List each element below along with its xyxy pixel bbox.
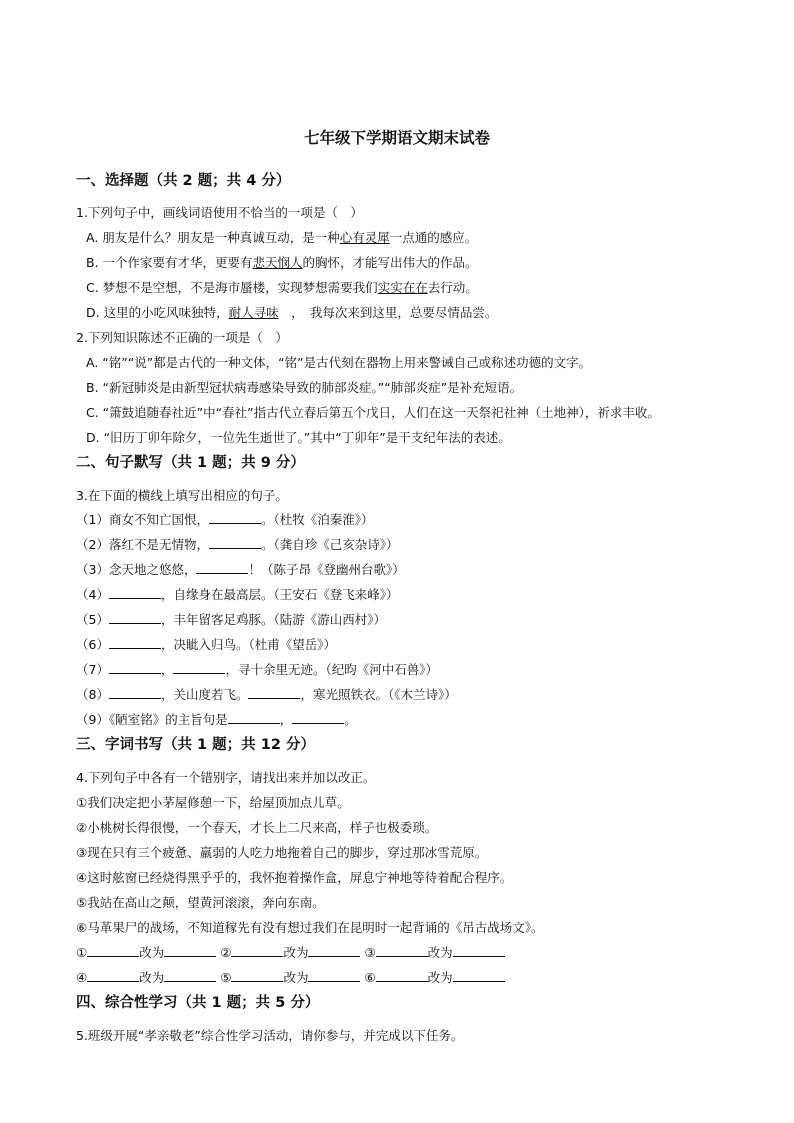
q2-option-b: B. “新冠肺炎是由新型冠状病毒感染导致的肺部炎症。”“肺部炎症”是补充短语。: [86, 380, 523, 395]
section-heading-3: 三、字词书写（共 1 题；共 12 分）: [76, 737, 315, 753]
q3-line-6-number: （6）: [76, 637, 109, 652]
q1-option-a: [86, 228, 477, 246]
q3-line-2-source: 。（龚自珍《己亥杂诗》）: [260, 537, 399, 552]
q3-line-3: [76, 560, 405, 578]
q1-option-d-underlined: 耐人寻味: [228, 305, 279, 320]
q3-line-8-text: ，关山度若飞。: [160, 687, 249, 702]
q2-option-a: A. “铭”“说”都是古代的一种文体，“铭”是古代刻在器物上用来警诫自己或称述功德的文字。: [86, 355, 592, 370]
q1-option-d: [86, 303, 497, 321]
q3-line-4: [76, 585, 398, 603]
answer-blank[interactable]: [209, 511, 261, 524]
answer-blank[interactable]: [87, 969, 139, 982]
q4-sentence-5: ⑤我站在高山之颠，望黄河滚滚，奔向东南。: [76, 895, 325, 910]
page-title: 七年级下学期语文期末试卷: [303, 129, 490, 147]
section-heading-1: 一、选择题（共 2 题；共 4 分）: [76, 173, 291, 189]
q3-line-4-number: （4）: [76, 587, 109, 602]
q3-line-7-number: （7）: [76, 662, 109, 677]
answer-blank[interactable]: [109, 661, 161, 674]
q3-stem: 3.在下面的横线上填写出相应的句子。: [76, 488, 288, 503]
change-to-label: 改为: [139, 970, 165, 985]
q3-line-1-text: （1）商女不知亡国恨，: [76, 512, 209, 527]
answer-blank[interactable]: [109, 686, 161, 699]
q3-line-3-text: （3）念天地之悠悠，: [76, 562, 197, 577]
q1-option-c: [86, 278, 478, 296]
answer-blank[interactable]: [231, 969, 283, 982]
answer-blank[interactable]: [231, 944, 283, 957]
q4-answer-row-2: [76, 968, 505, 986]
answer-blank[interactable]: [376, 969, 428, 982]
q3-line-5-text: ，丰年留客足鸡豚。（陆游《游山西村》）: [160, 612, 386, 627]
q4-sentence-4: ④这时舷窗已经烧得黑乎乎的，我怀抱着操作盒，屏息宁神地等待着配合程序。: [76, 870, 513, 885]
change-to-label: 改为: [427, 945, 453, 960]
q5-stem: 5.班级开展“孝亲敬老”综合性学习活动，请你参与，并完成以下任务。: [76, 1028, 464, 1043]
q3-line-9-comma: ，: [279, 712, 293, 727]
q1-option-a-text: A. 朋友是什么？朋友是一种真诚互动，是一种: [86, 230, 340, 245]
answer-blank[interactable]: [308, 944, 360, 957]
answer-blank[interactable]: [87, 944, 139, 957]
q2-option-d: D. “旧历丁卯年除夕，一位先生逝世了。”其中“丁卯年”是干支纪年法的表述。: [86, 430, 511, 445]
q3-line-8-number: （8）: [76, 687, 109, 702]
q2-option-c: C. “箫鼓追随春社近”中“春社”指古代立春后第五个戊日，人们在这一天祭祀社神（土地神），祈求丰收。: [86, 405, 660, 420]
answer-blank[interactable]: [164, 944, 216, 957]
answer-blank[interactable]: [453, 944, 505, 957]
change-to-label: 改为: [139, 945, 165, 960]
q4-stem: 4.下列句子中各有一个错别字，请找出来并加以改正。: [76, 770, 376, 785]
answer-number: ④: [76, 970, 88, 985]
answer-number: ⑥: [364, 970, 376, 985]
q3-line-8: [76, 685, 457, 703]
q3-line-9-text: （9）《陋室铭》的主旨句是: [76, 712, 228, 727]
q1-option-b-text: B. 一个作家要有才华，更要有: [86, 255, 253, 270]
answer-blank[interactable]: [109, 636, 161, 649]
change-to-label: 改为: [283, 970, 309, 985]
answer-blank[interactable]: [109, 586, 161, 599]
q3-line-8-source: ，寒光照铁衣。（《木兰诗》）: [300, 687, 457, 702]
q1-option-a-underlined: 心有灵犀: [339, 230, 390, 245]
q1-option-b: [86, 253, 478, 271]
change-to-label: 改为: [283, 945, 309, 960]
section-heading-4: 四、综合性学习（共 1 题；共 5 分）: [76, 995, 320, 1011]
q3-line-6-text: ，决眦入归鸟。（杜甫《望岳》）: [160, 637, 336, 652]
q1-option-d-text-end: ， 我每次来到这里，总要尽情品尝。: [278, 305, 498, 320]
q3-line-3-source: ！（陈子昂《登幽州台歌》）: [248, 562, 405, 577]
q3-line-7-comma: ，: [160, 662, 174, 677]
q3-line-2-text: （2）落红不是无情物，: [76, 537, 209, 552]
q3-line-9: [76, 710, 357, 728]
answer-blank[interactable]: [453, 969, 505, 982]
q3-line-1: [76, 510, 373, 528]
q4-sentence-3: ③现在只有三个疲惫、羸弱的人吃力地拖着自己的脚步，穿过那冰雪荒原。: [76, 845, 488, 860]
section-heading-2: 二、句子默写（共 1 题；共 9 分）: [76, 455, 305, 471]
q3-line-7: [76, 660, 438, 678]
answer-number: ①: [76, 945, 88, 960]
q1-option-d-text: D. 这里的小吃风味独特，: [86, 305, 229, 320]
answer-blank[interactable]: [308, 969, 360, 982]
answer-blank[interactable]: [173, 661, 225, 674]
q1-option-b-underlined: 悲天悯人: [252, 255, 303, 270]
q1-option-b-text-end: 的胸怀，才能写出伟大的作品。: [302, 255, 478, 270]
answer-blank[interactable]: [376, 944, 428, 957]
answer-blank[interactable]: [164, 969, 216, 982]
q4-sentence-6: ⑥马革果尸的战场，不知道稼先有没有想过我们在昆明时一起背诵的《吊古战场文》。: [76, 920, 544, 935]
q4-sentence-2: ②小桃树长得很慢，一个春天，才长上二尺来高，样子也极委琐。: [76, 820, 438, 835]
q3-line-4-text: ，自缘身在最高层。（王安石《登飞来峰》）: [160, 587, 399, 602]
q4-answer-row-1: [76, 943, 505, 961]
q3-line-9-period: 。: [344, 712, 357, 727]
answer-blank[interactable]: [109, 611, 161, 624]
change-to-label: 改为: [427, 970, 453, 985]
answer-number: ②: [220, 945, 232, 960]
answer-number: ③: [364, 945, 376, 960]
q1-stem: 1.下列句子中，画线词语使用不恰当的一项是（ ）: [76, 205, 363, 220]
q3-line-1-source: 。（杜牧《泊秦淮》）: [260, 512, 374, 527]
q3-line-2: [76, 535, 398, 553]
answer-blank[interactable]: [248, 686, 300, 699]
answer-blank[interactable]: [292, 711, 344, 724]
q4-sentence-1: ①我们决定把小茅屋修憩一下，给屋顶加点儿草。: [76, 795, 350, 810]
q1-option-c-underlined: 实实在在: [377, 280, 428, 295]
q3-line-5: [76, 610, 386, 628]
q1-option-a-text-end: 一点通的感应。: [389, 230, 478, 245]
answer-blank[interactable]: [209, 536, 261, 549]
q3-line-7-text: ，寻十余里无迹。（纪昀《河中石兽》）: [225, 662, 438, 677]
answer-number: ⑤: [220, 970, 232, 985]
answer-blank[interactable]: [196, 561, 248, 574]
q2-stem: 2.下列知识陈述不正确的一项是（ ）: [76, 330, 288, 345]
q3-line-5-number: （5）: [76, 612, 109, 627]
q1-option-c-text: C. 梦想不是空想，不是海市蜃楼，实现梦想需要我们: [86, 280, 378, 295]
q1-option-c-text-end: 去行动。: [427, 280, 478, 295]
q3-line-6: [76, 635, 336, 653]
answer-blank[interactable]: [228, 711, 280, 724]
